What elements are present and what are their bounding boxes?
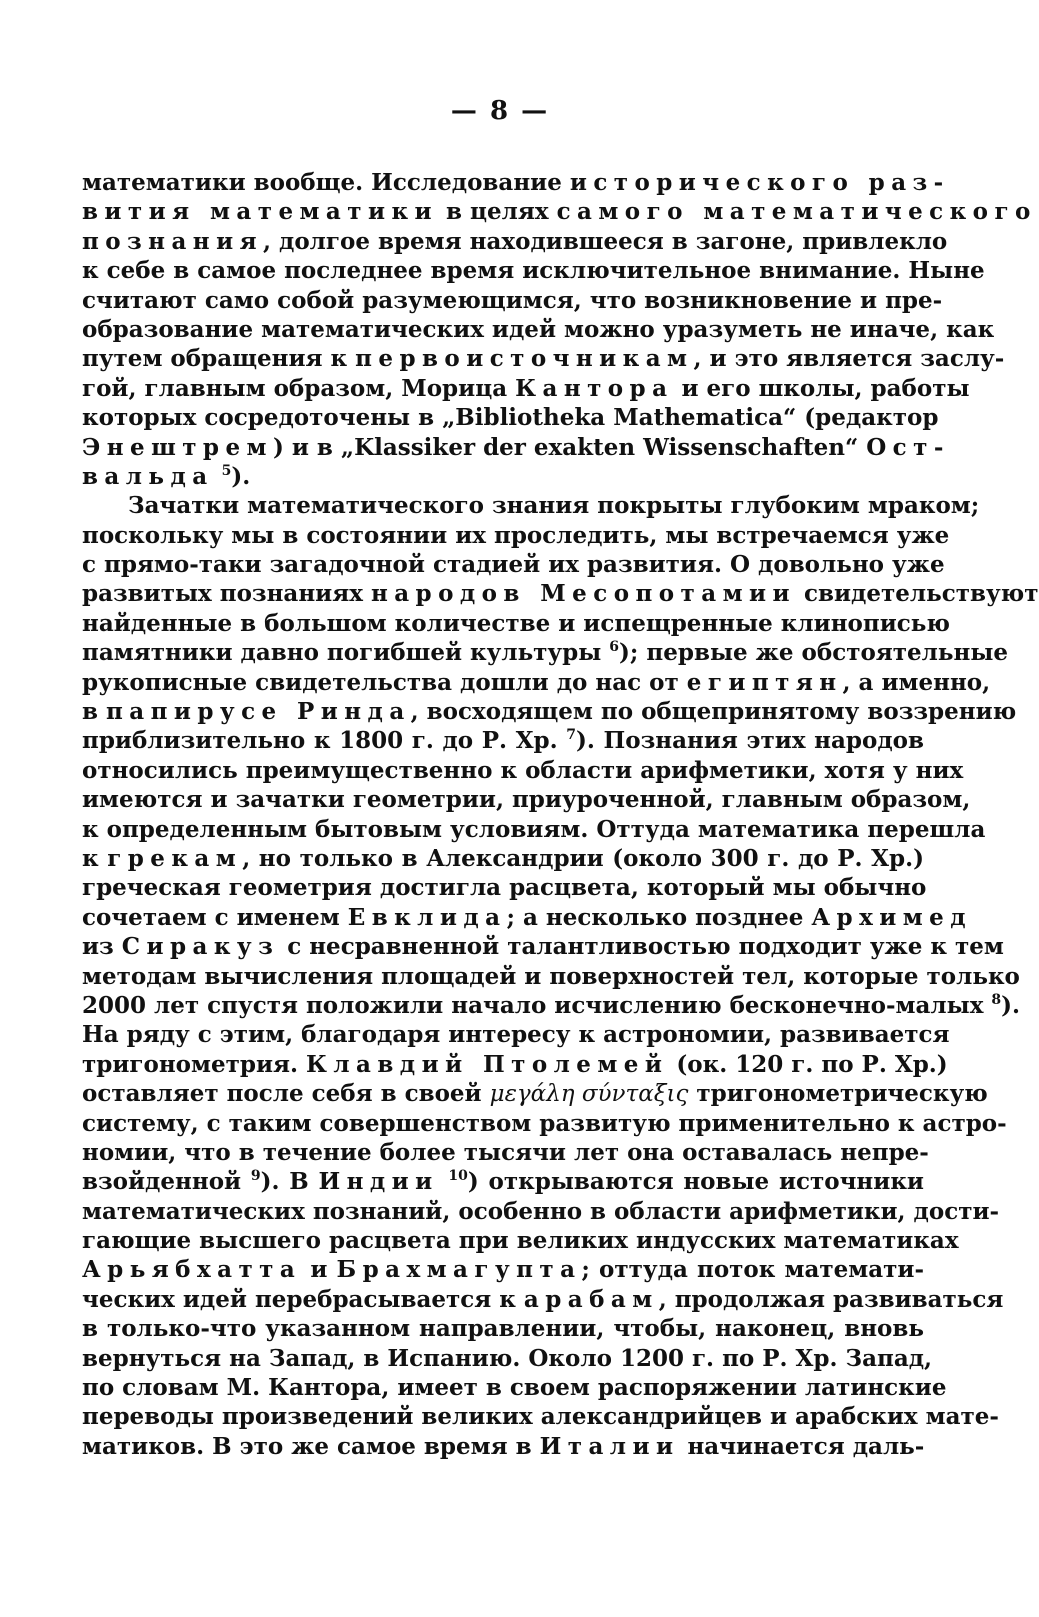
text-segment: , а именно,: [842, 668, 991, 696]
spaced-emphasis: Брахмагупта: [336, 1256, 582, 1284]
footnote-marker: 6: [609, 639, 620, 656]
footnote-marker: 8: [991, 991, 1002, 1008]
text-segment: ); первые же обстоятельные: [619, 639, 1009, 667]
spaced-emphasis: арабам: [523, 1285, 659, 1313]
text-segment: [214, 463, 222, 490]
text-segment: свидетельствуют: [795, 580, 1039, 608]
text-line: [82, 991, 1021, 1020]
text-line: [82, 1314, 924, 1343]
text-line: [82, 1167, 924, 1196]
text-segment: взойденной: [82, 1168, 251, 1196]
spaced-emphasis: Индии: [318, 1168, 439, 1196]
text-segment: которых сосредоточены в „Bibliotheka Mathematica“ (редактор: [82, 404, 939, 432]
text-line: [82, 256, 985, 285]
text-segment: ).: [1001, 991, 1021, 1019]
text-line: [82, 1226, 959, 1255]
text-segment: гающие высшего расцвета при великих индусских математиках: [82, 1227, 959, 1255]
text-segment: ; а несколько позднее: [506, 903, 812, 931]
text-line: [82, 1285, 1004, 1314]
text-line: [82, 374, 970, 403]
text-line: [82, 286, 943, 315]
text-segment: гой, главным образом, Морица: [82, 374, 516, 402]
text-segment: ). Познания этих народов: [576, 727, 924, 755]
text-line: [82, 462, 924, 491]
text-segment: ).: [231, 462, 251, 490]
footnote-marker: 10: [448, 1168, 468, 1185]
text-segment: и: [301, 1256, 337, 1284]
text-line: [82, 697, 1017, 726]
text-segment: и его школы, работы: [673, 374, 970, 402]
text-segment: ). В: [260, 1168, 319, 1196]
text-line: [82, 785, 971, 814]
text-line: [82, 962, 1020, 991]
text-line: [82, 668, 991, 697]
text-segment: путем обращения к: [82, 345, 356, 373]
spaced-emphasis: грекам: [107, 844, 243, 872]
text-line: [82, 1432, 924, 1461]
text-line: [82, 903, 972, 932]
text-segment: памятники давно погибшей культуры: [82, 639, 610, 667]
text-line: [82, 1197, 1000, 1226]
text-segment: к определенным бытовым условиям. Оттуда математика перешла: [82, 815, 986, 843]
text-segment: развитых познаниях: [82, 580, 371, 608]
text-segment: [439, 1168, 449, 1195]
text-segment: сочетаем с именем: [82, 903, 348, 931]
spaced-emphasis: Арьябхатта: [82, 1256, 302, 1284]
text-segment: Зачатки математического знания покрыты глубоким мраком;: [128, 492, 980, 520]
text-line: [82, 521, 950, 550]
text-segment: оставляет после себя в своей: [82, 1080, 490, 1108]
spaced-emphasis: первоисточникам: [355, 345, 694, 373]
text-segment: (ок. 120 г. по Р. Хр.): [668, 1050, 948, 1078]
text-line: [82, 579, 1039, 608]
text-line: [82, 1344, 933, 1373]
text-segment: образование математических идей можно уразуметь не иначе, как: [82, 315, 995, 343]
text-line: [82, 1050, 948, 1079]
text-segment: , и это является заслу-: [693, 345, 1005, 373]
text-segment: считают само собой разумеющимся, что возникновение и пре-: [82, 286, 943, 314]
text-segment: в целях: [438, 198, 557, 226]
text-segment: ) открываются новые источники: [467, 1168, 924, 1196]
text-segment: из: [82, 933, 122, 961]
spaced-emphasis: вальда: [82, 462, 214, 490]
text-segment: 2000 лет спустя положили начало исчислению бесконечно-малых: [82, 991, 992, 1019]
spaced-emphasis: Архимед: [811, 903, 972, 931]
text-segment: математики вообще. Исследование: [82, 169, 570, 196]
text-segment: ) и в „Klassiker der exakten Wissenschaften“: [272, 433, 867, 461]
spaced-emphasis: Евклида: [347, 903, 507, 931]
greek-phrase: μεγάλη σύνταξις: [489, 1081, 689, 1108]
text-line: [82, 1373, 947, 1402]
spaced-emphasis: Ост-: [866, 433, 950, 461]
spaced-emphasis: Кантора: [515, 374, 674, 402]
text-line: [82, 815, 986, 844]
text-segment: математических познаний, особенно в области арифметики, дости-: [82, 1197, 1000, 1225]
text-segment: приблизительно к 1800 г. до Р. Хр.: [82, 727, 567, 755]
text-line: [82, 1138, 929, 1167]
text-segment: к: [82, 844, 108, 872]
text-line: [82, 491, 980, 520]
spaced-emphasis: исторического раз-: [569, 169, 950, 196]
text-segment: тригонометрия.: [82, 1050, 307, 1078]
text-segment: к себе в самое последнее время исключительное внимание. Ныне: [82, 257, 985, 285]
text-segment: методам вычисления площадей и поверхностей тел, которые только: [82, 962, 1020, 990]
spaced-emphasis: Клавдий Птолемей: [306, 1050, 669, 1078]
spaced-emphasis: самого математического: [556, 198, 1037, 226]
text-line: [82, 168, 950, 197]
text-segment: переводы произведений великих александрийцев и арабских мате-: [82, 1403, 999, 1431]
text-line: [82, 315, 995, 344]
spaced-emphasis: египтян: [686, 668, 843, 696]
text-segment: в: [82, 698, 106, 726]
text-segment: в только-что указанном направлении, чтобы, наконец, вновь: [82, 1315, 924, 1343]
page-number: — 8 —: [450, 96, 550, 126]
spaced-emphasis: Италии: [539, 1432, 680, 1460]
text-line: [82, 756, 964, 785]
text-line: [82, 844, 924, 873]
text-segment: ческих идей перебрасывается к: [82, 1285, 524, 1313]
text-segment: рукописные свидетельства дошли до нас от: [82, 668, 687, 696]
text-line: [82, 638, 1009, 667]
text-line: [82, 197, 1037, 226]
text-line: [82, 1109, 1007, 1138]
text-line: [82, 873, 927, 902]
text-segment: тригонометрическую: [688, 1080, 988, 1108]
spaced-emphasis: народов Месопотамии: [370, 580, 796, 608]
text-segment: На ряду с этим, благодаря интересу к астрономии, развивается: [82, 1021, 950, 1049]
footnote-marker: 5: [221, 462, 232, 479]
text-segment: имеются и зачатки геометрии, приуроченной, главным образом,: [82, 786, 971, 814]
text-segment: относились преимущественно к области арифметики, хотя у них: [82, 756, 964, 784]
text-segment: матиков. В это же самое время в: [82, 1432, 540, 1460]
spaced-emphasis: познания: [82, 227, 263, 255]
text-segment: по словам М. Кантора, имеет в своем распоряжении латинские: [82, 1374, 947, 1402]
text-segment: , восходящем по общепринятому воззрению: [410, 698, 1017, 726]
text-segment: номии, что в течение более тысячи лет она оставалась непре-: [82, 1138, 929, 1166]
spaced-emphasis: вития математики: [82, 198, 439, 226]
text-segment: начинается даль-: [679, 1432, 925, 1460]
text-segment: ; оттуда поток математи-: [581, 1256, 925, 1284]
text-line: [82, 1020, 950, 1049]
text-line: [82, 550, 945, 579]
text-segment: , продолжая развиваться: [658, 1285, 1004, 1313]
text-segment: , долгое время находившееся в загоне, привлекло: [263, 227, 948, 255]
text-line: [82, 609, 950, 638]
text-line: [82, 227, 948, 256]
text-segment: вернуться на Запад, в Испанию. Около 1200 г. по Р. Хр. Запад,: [82, 1344, 933, 1372]
text-line: [82, 932, 1004, 961]
footnote-marker: 9: [250, 1168, 261, 1185]
text-line: [82, 403, 939, 432]
text-segment: систему, с таким совершенством развитую применительно к астро-: [82, 1109, 1007, 1137]
spaced-emphasis: Энештрем: [82, 433, 273, 461]
spaced-emphasis: Сиракуз: [121, 933, 280, 961]
text-line: [82, 1079, 988, 1108]
footnote-marker: 7: [566, 727, 577, 744]
text-line: [82, 726, 924, 755]
text-line: [82, 1402, 999, 1431]
text-segment: с несравненной талантливостью подходит уже к тем: [279, 933, 1004, 961]
text-line: [82, 344, 1005, 373]
text-line: [82, 433, 950, 462]
text-segment: поскольку мы в состоянии их проследить, мы встречаемся уже: [82, 521, 950, 549]
body-text: [82, 168, 1039, 1461]
text-segment: с прямо-таки загадочной стадией их развития. О довольно уже: [82, 551, 945, 579]
text-segment: найденные в большом количестве и испещренные клинописью: [82, 609, 950, 637]
text-segment: греческая геометрия достигла расцвета, который мы обычно: [82, 874, 927, 902]
text-line: [82, 1255, 924, 1284]
spaced-emphasis: папирусе Ринда: [106, 698, 411, 726]
text-segment: , но только в Александрии (около 300 г. до Р. Хр.): [242, 844, 924, 872]
